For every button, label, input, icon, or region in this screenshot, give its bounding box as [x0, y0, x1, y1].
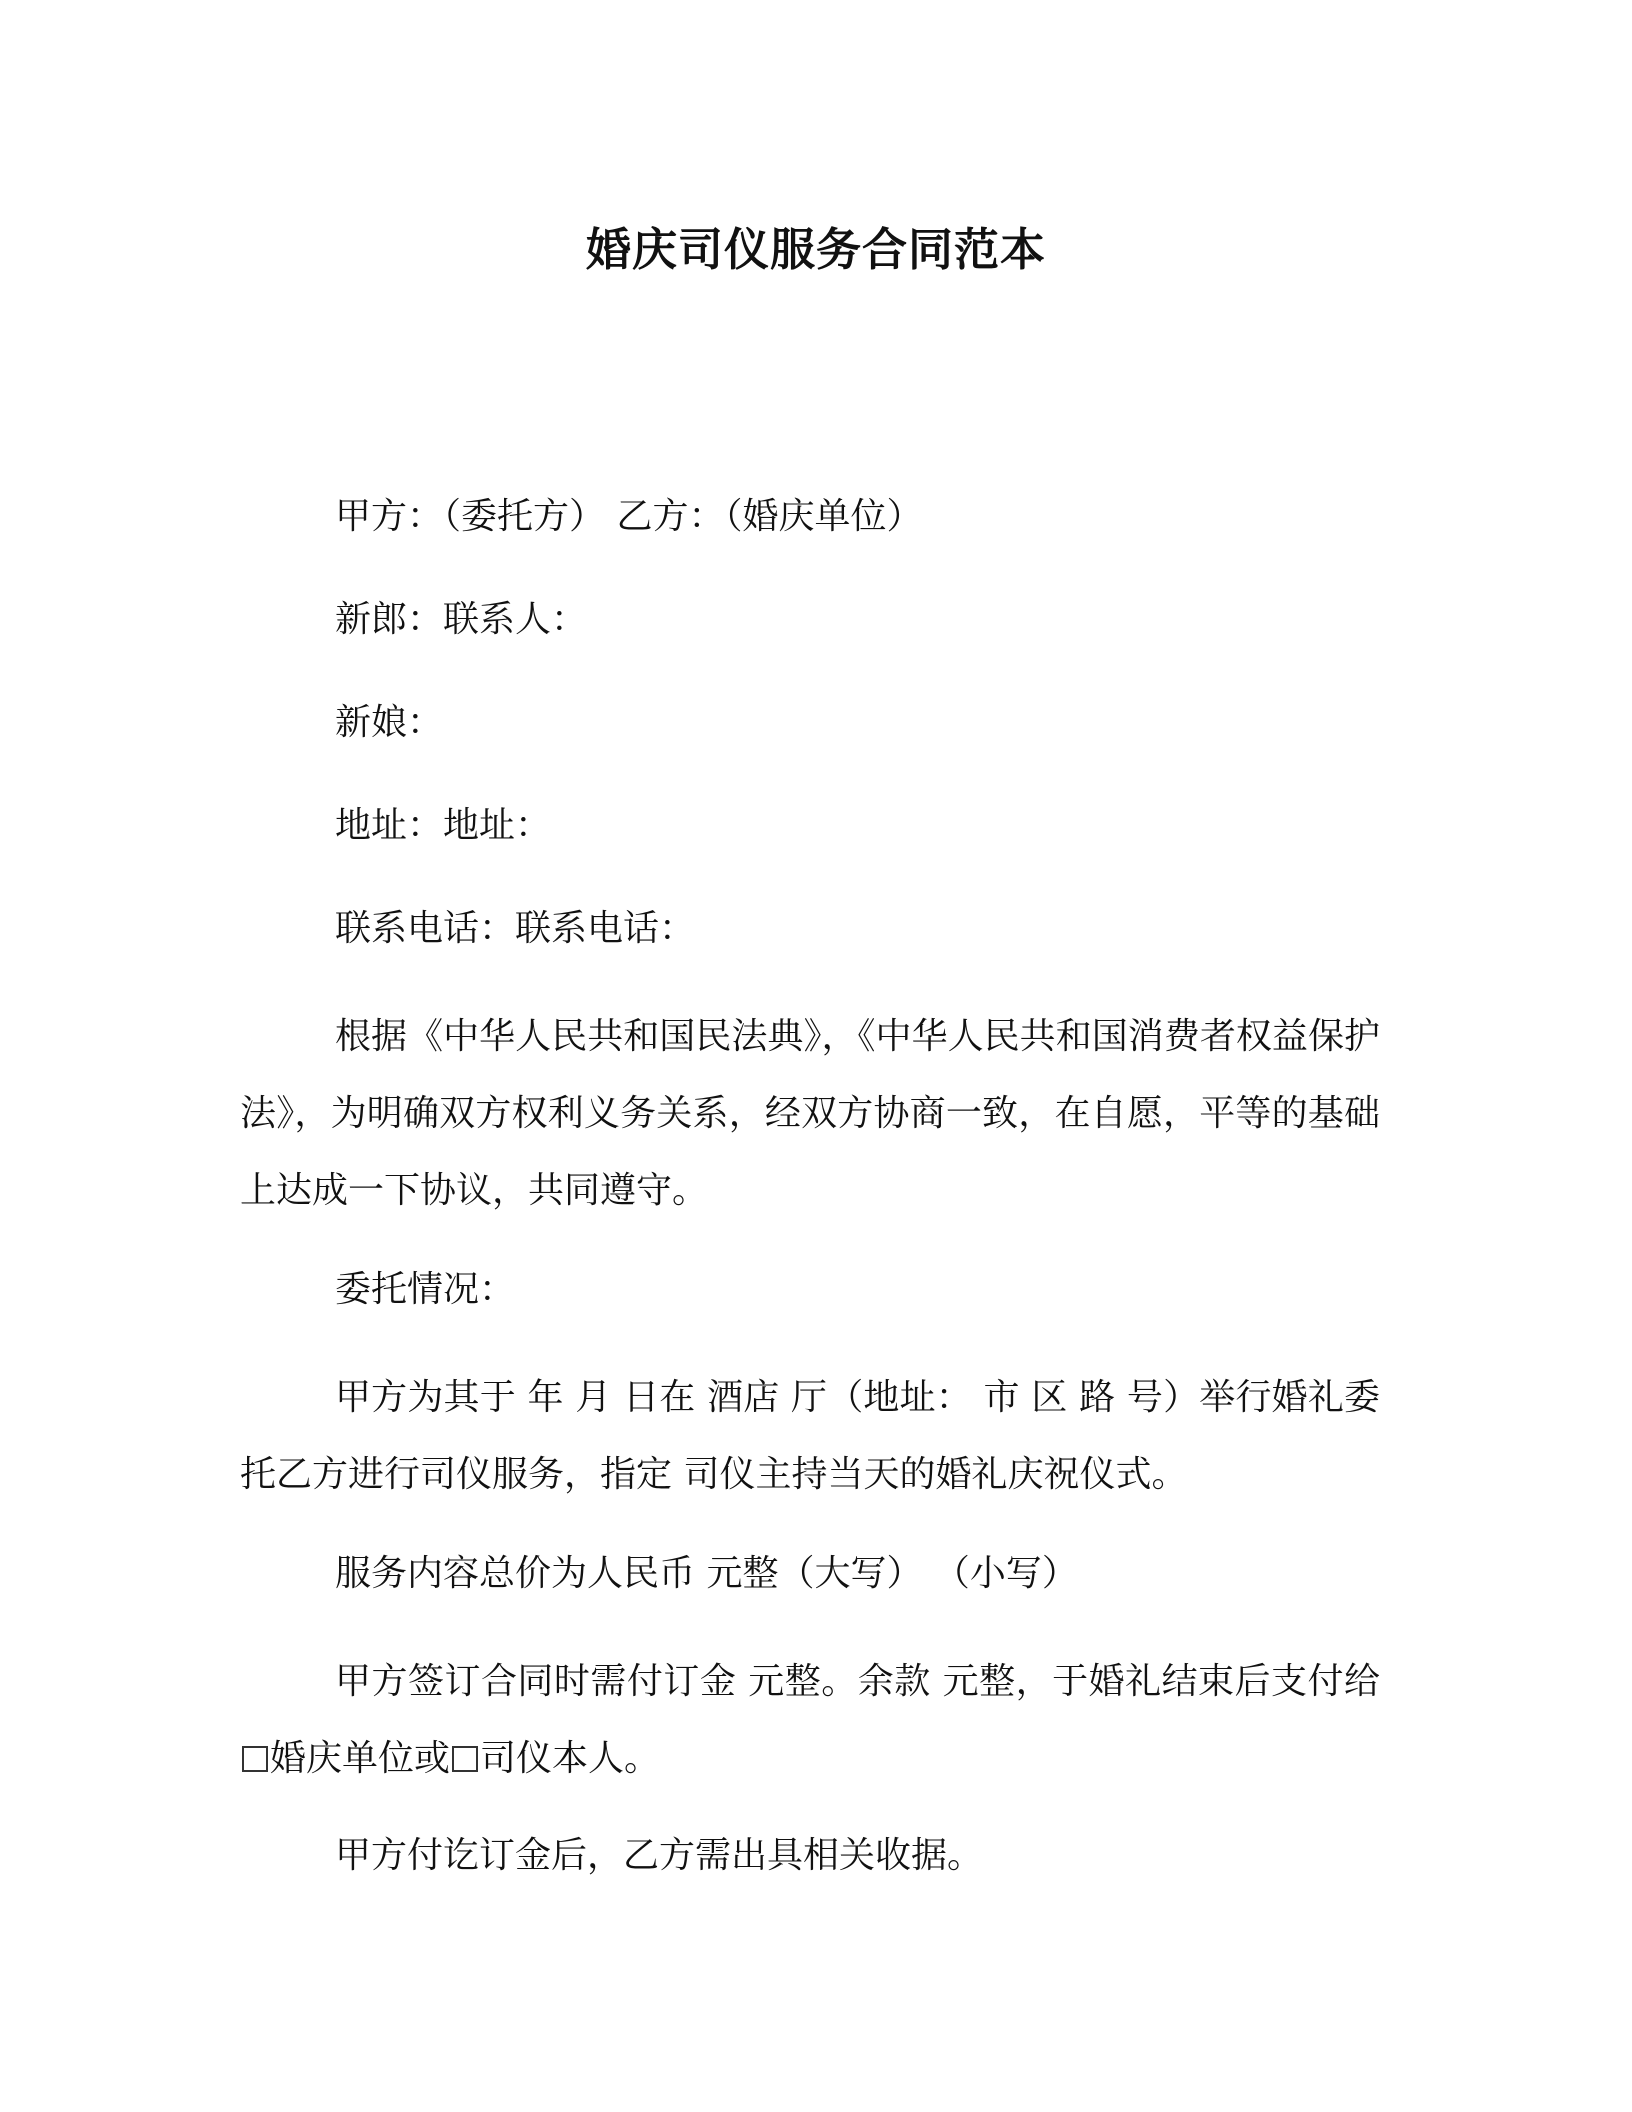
price-line: 服务内容总价为人民币 元整（大写） （小写） [335, 1553, 1078, 1594]
payment-paragraph [240, 1643, 1380, 1797]
payment-text: 甲方签订合同时需付订金 元整。余款 元整，于婚礼结束后支付给 [335, 1661, 1380, 1702]
payment-option-wedding-company: 婚庆单位或 [270, 1738, 451, 1779]
checkbox-emcee[interactable] [452, 1746, 478, 1772]
party-b-label: 乙方：（婚庆单位） [616, 496, 923, 537]
preamble-paragraph: 根据《中华人民共和国民法典》，《中华人民共和国消费者权益保护法》，为明确双方权利义务关系，经双方协商一致，在自愿，平等的基础上达成一下协议，共同遵守。 [240, 1016, 1380, 1211]
groom-line: 新郎：联系人： [335, 599, 588, 640]
checkbox-wedding-company[interactable] [242, 1746, 268, 1772]
parties-line [335, 495, 922, 539]
address-line: 地址：地址： [335, 805, 552, 846]
document-title: 婚庆司仪服务合同范本 [585, 223, 1046, 276]
bride-line: 新娘： [335, 702, 444, 743]
phone-line: 联系电话：联系电话： [335, 908, 696, 949]
payment-option-emcee: 司仪本人。 [480, 1738, 661, 1779]
party-a-label: 甲方：（委托方） [335, 496, 606, 537]
section-heading: 委托情况： [335, 1269, 516, 1310]
commission-paragraph: 甲方为其于 年 月 日在 酒店 厅（地址： 市 区 路 号）举行婚礼委托乙方进行司仪服务，指定 司仪主持当天的婚礼庆祝仪式。 [240, 1377, 1380, 1495]
receipt-line: 甲方付讫订金后，乙方需出具相关收据。 [335, 1835, 984, 1876]
